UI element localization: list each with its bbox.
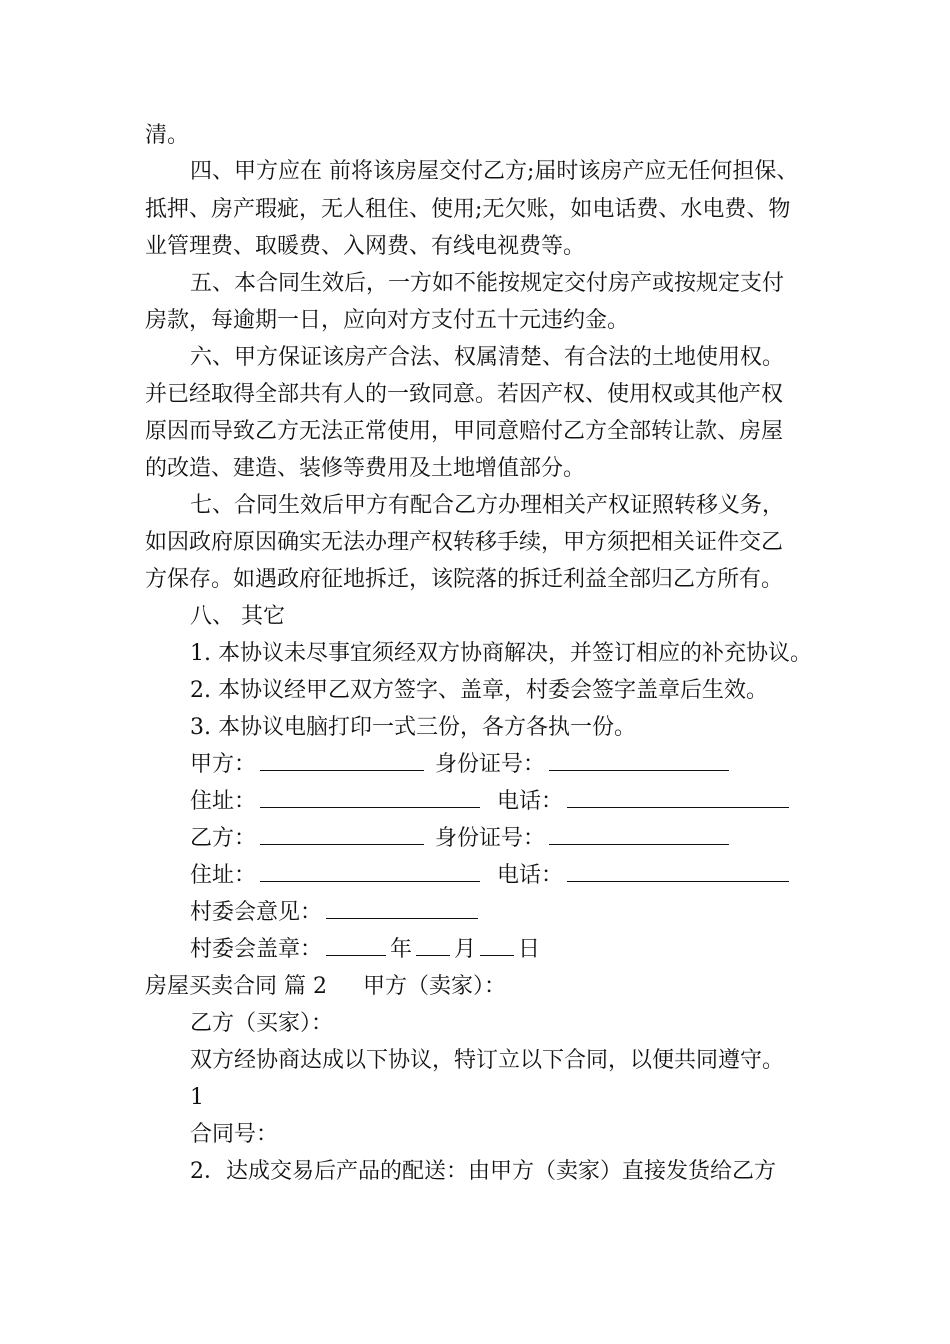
id-label: 身份证号：	[435, 752, 546, 777]
text-line: 方保存。如遇政府征地拆迁，该院落的拆迁利益全部归乙方所有。	[145, 567, 784, 592]
text-line: 原因而导致乙方无法正常使用，甲同意赔付乙方全部转让款、房屋	[145, 419, 784, 444]
clause-7: 七、合同生效后甲方有配合乙方办理相关产权证照转移义务，	[190, 493, 785, 518]
text-line: 业管理费、取暖费、入网费、有线电视费等。	[145, 234, 586, 259]
year-label: 年	[390, 937, 413, 962]
buyer-label: 乙方（买家）：	[190, 1011, 334, 1036]
list-item-number: 1	[190, 1085, 204, 1110]
address-label: 住址：	[190, 863, 257, 888]
section2-heading: 房屋买卖合同 篇 2	[145, 974, 327, 999]
party-b-address-row	[190, 861, 793, 891]
clause-4: 四、甲方应在 前将该房屋交付乙方;届时该房产应无任何担保、	[190, 159, 799, 184]
contract-no-label: 合同号：	[190, 1122, 279, 1147]
year-blank	[326, 935, 386, 956]
list-item: 1. 本协议未尽事宜须经双方协商解决，并签订相应的补充协议。	[190, 641, 812, 666]
day-label: 日	[518, 937, 541, 962]
phone-label: 电话：	[497, 863, 564, 888]
seller-label: 甲方（卖家）：	[362, 974, 506, 999]
party-b-address-blank	[260, 861, 480, 882]
party-a-id-blank	[549, 750, 729, 771]
list-item: 3. 本协议电脑打印一式三份，各方各执一份。	[190, 715, 636, 740]
list-item: 2. 本协议经甲乙双方签字、盖章，村委会签字盖章后生效。	[190, 678, 768, 703]
text-line: 并已经取得全部共有人的一致同意。若因产权、使用权或其他产权	[145, 382, 784, 407]
month-label: 月	[454, 937, 477, 962]
party-a-address-row	[190, 787, 793, 817]
clause-8-heading: 八、 其它	[190, 604, 285, 629]
committee-opinion-blank	[326, 898, 478, 919]
committee-seal-row	[190, 935, 540, 965]
day-blank	[480, 935, 514, 956]
party-a-label: 甲方：	[190, 752, 257, 777]
text-line: 清。	[145, 123, 190, 148]
section2-heading-row	[145, 972, 506, 1002]
party-a-sign-row	[190, 750, 733, 780]
section2-intro: 双方经协商达成以下协议，特订立以下合同，以便共同遵守。	[190, 1048, 785, 1073]
party-a-phone-blank	[567, 787, 789, 808]
text-line: 抵押、房产瑕疵，无人租住、使用;无欠账，如电话费、水电费、物	[145, 197, 791, 222]
clause-6: 六、甲方保证该房产合法、权属清楚、有合法的土地使用权。	[190, 345, 785, 370]
phone-label: 电话：	[497, 789, 564, 814]
committee-seal-label: 村委会盖章：	[190, 937, 323, 962]
text-line: 的改造、建造、装修等费用及土地增值部分。	[145, 456, 586, 481]
text-line: 房款，每逾期一日，应向对方支付五十元违约金。	[145, 308, 630, 333]
party-a-blank	[260, 750, 424, 771]
list-item: 2．达成交易后产品的配送：由甲方（卖家）直接发货给乙方	[190, 1159, 776, 1184]
party-a-address-blank	[260, 787, 480, 808]
party-b-id-blank	[549, 824, 729, 845]
party-b-blank	[260, 824, 424, 845]
party-b-sign-row	[190, 824, 733, 854]
text-line: 如因政府原因确实无法办理产权转移手续，甲方须把相关证件交乙	[145, 530, 784, 555]
party-b-label: 乙方：	[190, 826, 257, 851]
id-label: 身份证号：	[435, 826, 546, 851]
clause-5: 五、本合同生效后，一方如不能按规定交付房产或按规定支付	[190, 271, 785, 296]
committee-opinion-label: 村委会意见：	[190, 900, 323, 925]
party-b-phone-blank	[567, 861, 789, 882]
month-blank	[416, 935, 450, 956]
address-label: 住址：	[190, 789, 257, 814]
committee-opinion-row	[190, 898, 482, 928]
